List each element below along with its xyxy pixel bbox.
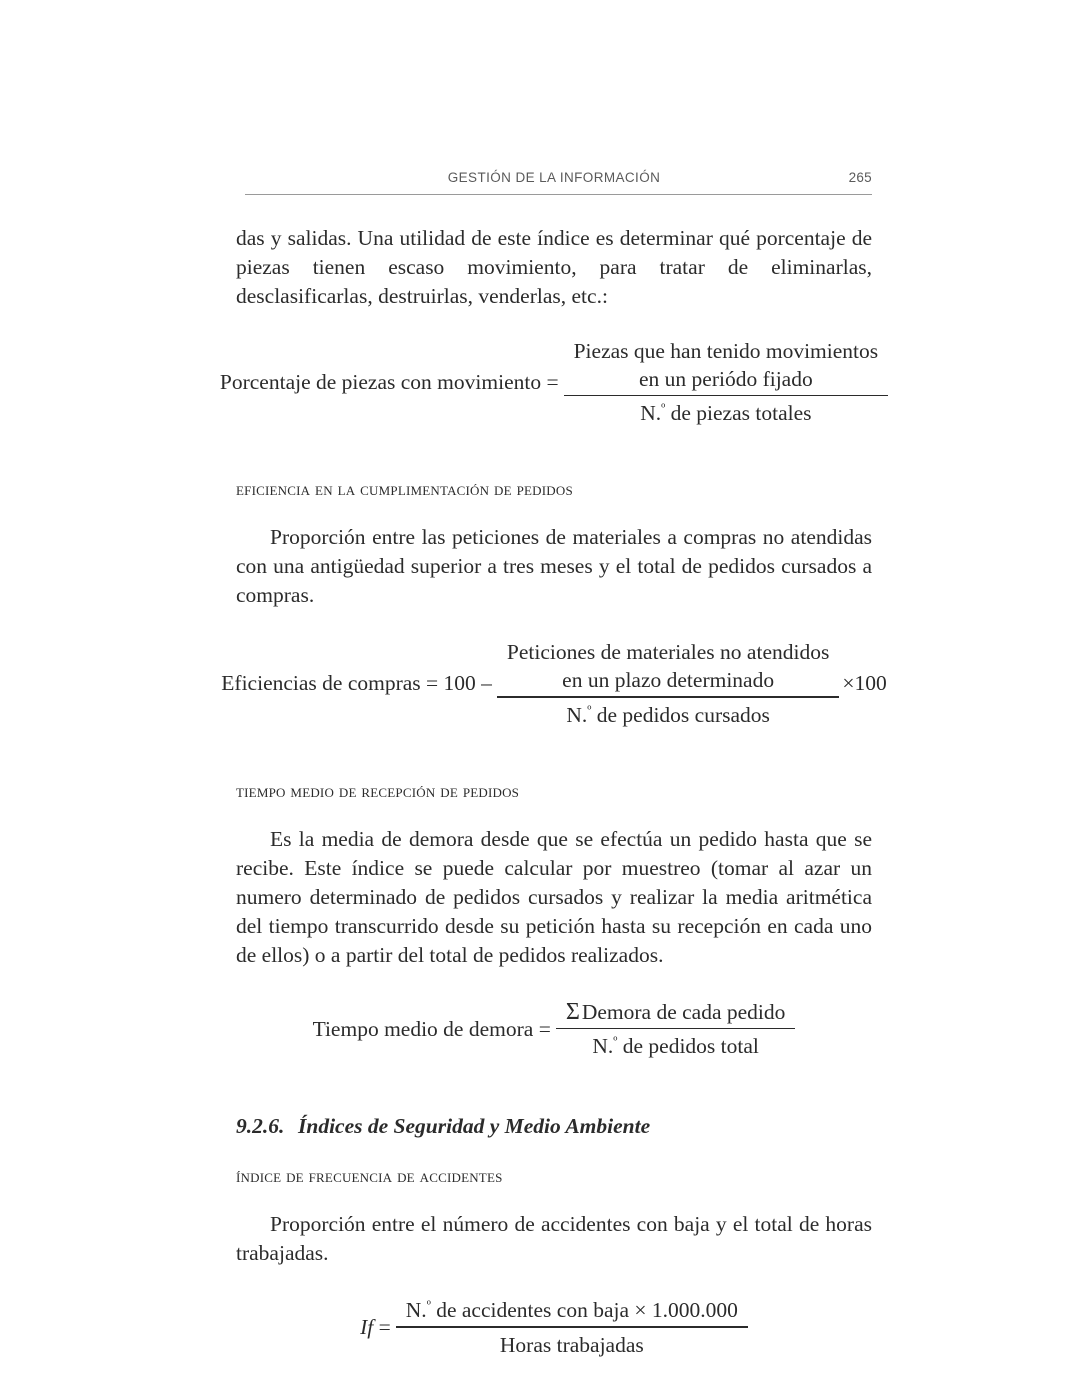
formula-porcentaje-denominator-prefix: N.	[640, 401, 662, 426]
ordinal-indicator-icon: º	[587, 702, 592, 718]
formula-tiempo-denominator-rest: de pedidos total	[617, 1034, 759, 1059]
formula-tiempo-fraction	[556, 998, 796, 1060]
formula-porcentaje-numerator-line1: Piezas que han tenido movimientos	[573, 339, 879, 363]
formula-if-symbol: If	[360, 1314, 374, 1339]
formula-eficiencia-multiplier: ×100	[842, 671, 887, 696]
formula-eficiencia-fraction	[497, 638, 839, 728]
formula-porcentaje-numerator	[564, 337, 889, 395]
paragraph-intro: das y salidas. Una utilidad de este índice es determinar qué porcentaje de piezas tienen escaso movimiento, para tratar de eliminarlas, desclasificarlas, destruirlas, venderlas, etc.:	[236, 226, 872, 308]
formula-indice-frecuencia	[236, 1296, 872, 1358]
formula-eficiencia-numerator-line2: en un plazo determinado	[562, 668, 775, 693]
formula-if-numerator	[396, 1296, 748, 1326]
formula-if-fraction	[396, 1296, 748, 1358]
formula-porcentaje-piezas	[219, 337, 879, 427]
formula-tiempo-numerator	[556, 998, 796, 1028]
formula-eficiencia-numerator-line1: Peticiones de materiales no atendidos	[506, 640, 830, 665]
ordinal-indicator-icon: º	[661, 401, 666, 417]
formula-porcentaje-numerator-line2: en un periódo fijado	[638, 367, 813, 391]
formula-eficiencia-denominator-rest: de pedidos cursados	[591, 702, 770, 727]
formula-eficiencia-denominator-prefix: N.	[566, 702, 588, 727]
heading-indice-frecuencia-accidentes: índice de frecuencia de accidentes	[236, 1167, 503, 1188]
ordinal-indicator-icon: º	[426, 1297, 431, 1313]
ordinal-indicator-icon: º	[613, 1033, 618, 1049]
formula-tiempo-denominator-prefix: N.	[592, 1034, 614, 1059]
formula-eficiencia-compras	[221, 638, 887, 728]
section-number: 9.2.6.	[236, 1114, 285, 1139]
formula-eficiencia-denominator	[556, 698, 780, 729]
formula-porcentaje-fraction	[564, 337, 889, 427]
running-head	[236, 170, 872, 204]
formula-eficiencia-lhs: Eficiencias de compras = 100 –	[221, 671, 492, 696]
paragraph-tiempo-medio: Es la media de demora desde que se efectúa un pedido hasta que se recibe. Este índice se puede calcular por muestreo (tomar al azar un numero determinado de pedidos cursados y realizar la media aritmética del tiempo transcurrido desde su petición hasta su recepción en cada uno de ellos) o a partir del total de pedidos realizados.	[236, 826, 872, 967]
heading-eficiencia-cumplimentacion: eficiencia en la cumplimentación de pedidos	[236, 480, 573, 501]
summation-sigma-icon: Σ	[565, 998, 580, 1025]
page-number: 265	[848, 170, 872, 185]
formula-porcentaje-denominator-rest: de piezas totales	[665, 401, 812, 426]
formula-porcentaje-denominator	[630, 396, 821, 427]
page-content-column	[219, 0, 887, 1359]
formula-if-denominator: Horas trabajadas	[499, 1332, 644, 1357]
formula-tiempo-medio-demora	[236, 998, 872, 1060]
section-heading-9-2-6	[236, 1112, 872, 1140]
formula-eficiencia-numerator	[497, 638, 839, 696]
formula-tiempo-numerator-text: Demora de cada pedido	[581, 999, 786, 1024]
formula-if-numerator-prefix: N.	[405, 1298, 427, 1323]
formula-tiempo-lhs: Tiempo medio de demora =	[312, 1016, 551, 1041]
formula-porcentaje-lhs: Porcentaje de piezas con movimiento =	[219, 369, 559, 394]
paragraph-eficiencia: Proporción entre las peticiones de materiales a compras no atendidas con una antigüedad superior a tres meses y el total de pedidos cursados a compras.	[236, 525, 872, 608]
formula-if-equals: =	[378, 1314, 391, 1339]
formula-if-numerator-rest: de accidentes con baja × 1.000.000	[430, 1298, 738, 1323]
running-head-rule	[245, 194, 872, 195]
heading-tiempo-medio-recepcion: tiempo medio de recepción de pedidos	[236, 781, 520, 802]
running-head-title: GESTIÓN DE LA INFORMACIÓN	[447, 170, 661, 185]
section-title: Índices de Seguridad y Medio Ambiente	[298, 1114, 651, 1139]
formula-tiempo-denominator	[582, 1029, 769, 1060]
paragraph-indice-frecuencia: Proporción entre el número de accidentes con baja y el total de horas trabajadas.	[236, 1212, 872, 1266]
formula-if-lhs	[360, 1314, 396, 1341]
